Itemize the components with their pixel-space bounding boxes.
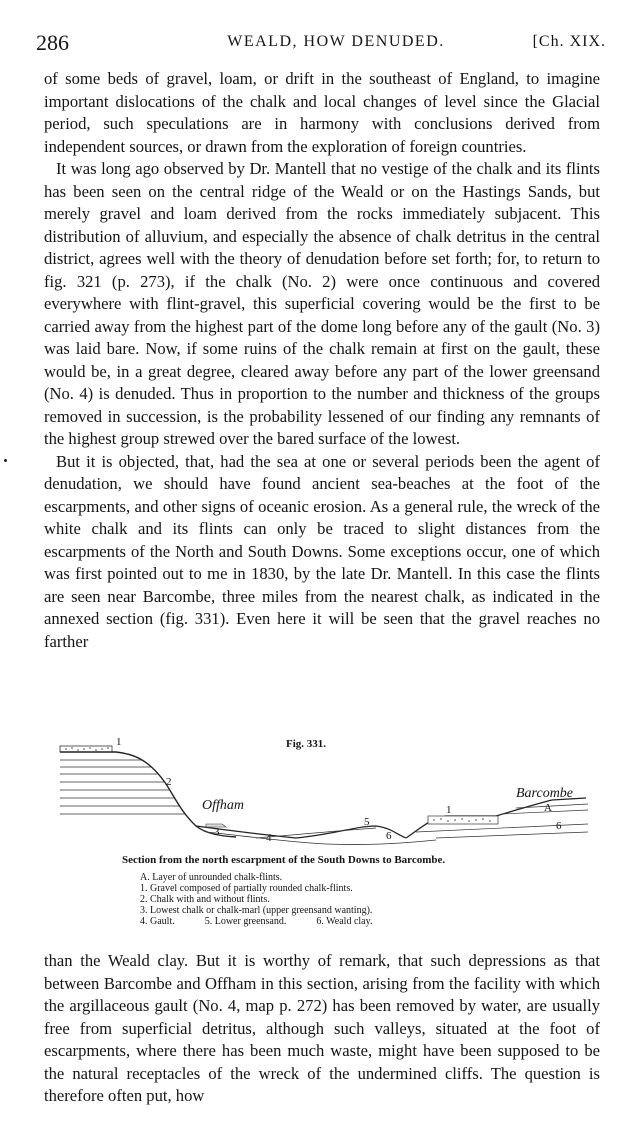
label-a: A [544,802,552,814]
gault-base [206,832,436,845]
chapter-label: [Ch. XIX. [532,33,606,50]
label-4: 4 [266,832,272,844]
gravel-layer-top [60,746,112,752]
label-3: 3 [214,826,220,838]
place-offham: Offham [202,798,244,813]
figure-title: Fig. 331. [286,738,327,750]
figure-caption: Section from the north escarpment of the South Downs to Barcombe. [122,854,446,866]
running-title: WEALD, HOW DENUDED. [227,33,445,50]
label-2: 2 [166,776,172,788]
paragraph-3: But it is objected, that, had the sea at one or several periods been the agent of denudation, we should have found ancient sea-beaches at the foot of the escarpments, and other signs of oceanic erosion. As a general rule, the wreck of the white chalk and its flints can only be traced to slight distances from the escarpments of the North and South Downs. Some exceptions occur, one of which was first pointed out to me in 1830, by the late Dr. Mantell. In this case the flints are seen near Barcombe, three miles from the nearest chalk, as indicated in the annexed section (fig. 331). Even here it will be seen that the gravel reaches no farther [44,451,600,651]
label-6-right: 6 [556,820,562,832]
label-1-barcombe: 1 [446,804,452,816]
legend-item: 4. Gault. 5. Lower greensand. 6. Weald clay. [140,916,373,927]
label-6-left: 6 [386,830,392,842]
figure-legend [140,872,372,927]
geological-section-diagram [56,734,590,854]
paragraph-2: It was long ago observed by Dr. Mantell that no vestige of the chalk and its flints has been seen on the central ridge of the Weald or on the Hastings Sands, but merely gravel and loam derived from the rocks immediately subjacent. This distribution of alluvium, and especially the absence of chalk detritus in the central district, agrees well with the theory of denudation before set forth; for, to return to fig. 321 (p. 273), if the chalk (No. 2) were once continuous and covered everywhere with flint-gravel, this superficial covering would be the first to be carried away from the highest part of the dome long before any of the gault (No. 3) was laid bare. Now, if some ruins of the chalk remain at first on the gault, these would be, in a great degree, cleared away before any part of the lower greensand (No. 4) is denuded. Thus in proportion to the number and thickness of the groups removed in succession, is the probability lessened of our finding any remnants of the highest group strewed over the bared surface of the lowest. [44,159,600,448]
gravel-layer-barcombe [428,816,498,824]
legend-item: 3. Lowest chalk or chalk-marl (upper greensand wanting). [140,905,373,916]
label-1: 1 [116,736,122,748]
legend-item: 1. Gravel composed of partially rounded chalk-flints. [140,883,353,894]
page-number: 286 [36,30,69,55]
label-5: 5 [364,816,370,828]
paragraph-4: than the Weald clay. But it is worthy of remark, that such depressions as that between Barcombe and Offham in this section, arising from the facility with which the argillaceous gault (No. 4, map p. 272) has been removed by water, are usually free from superficial detritus, although such valleys, situated at the foot of escarpments, where there has been much waste, might have been supposed to be the natural receptacles of the wreck of the undermined cliffs. The question is therefore often put, how [44,951,600,1105]
stray-dot [4,459,7,462]
paragraph-1: of some beds of gravel, loam, or drift in the southeast of England, to imagine important dislocations of the chalk and local changes of level since the Glacial period, such speculations are in harmony with conclusions derived from independent sources, or drawn from the exploration of foreign countries. [44,69,600,156]
body-text-top [44,68,600,653]
page-header [36,30,606,60]
place-barcombe: Barcombe [516,786,574,801]
figure-331 [56,734,590,854]
legend-item: A. Layer of unrounded chalk-flints. [140,872,283,883]
body-text-bottom [44,950,600,1108]
legend-item: 2. Chalk with and without flints. [140,894,270,905]
greensand-line [256,828,376,838]
